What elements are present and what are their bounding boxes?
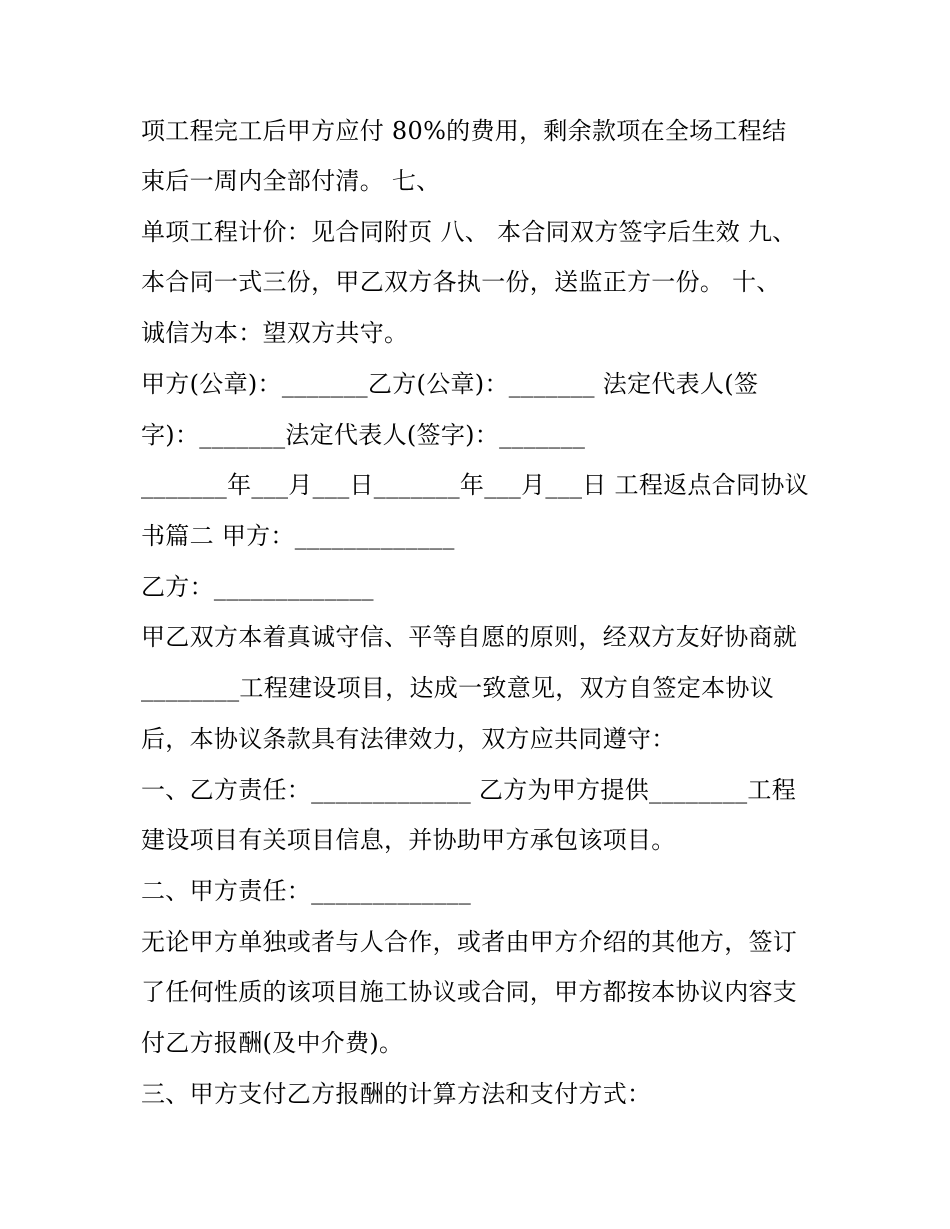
text-line: 本合同一式三份，甲乙双方各执一份，送监正方一份。 十、: [141, 268, 781, 296]
text-line: 书篇二 甲方：_____________: [141, 522, 455, 550]
text-line: 三、甲方支付乙方报酬的计算方法和支付方式：: [141, 1080, 652, 1108]
text-line: 诚信为本：望双方共守。: [141, 319, 409, 347]
text-line: 甲乙双方本着真诚守信、平等自愿的原则，经双方友好协商就: [141, 623, 798, 651]
text-line: _______年___月___日_______年___月___日 工程返点合同协议: [141, 471, 809, 499]
text-line: 单项工程计价：见合同附页 八、 本合同双方签字后生效 九、: [141, 218, 797, 246]
text-line: 甲方(公章)：_______乙方(公章)：_______ 法定代表人(签: [141, 370, 759, 398]
text-line: 束后一周内全部付清。 七、: [141, 167, 441, 195]
text-line: 字)：_______法定代表人(签字)：_______: [141, 421, 586, 449]
text-line: 无论甲方单独或者与人合作，或者由甲方介绍的其他方，签订: [141, 928, 798, 956]
text-line: 付乙方报酬(及中介费)。: [141, 1029, 404, 1057]
text-line: 一、乙方责任：_____________ 乙方为甲方提供________工程: [141, 776, 797, 804]
text-line: 项工程完工后甲方应付 80%的费用，剩余款项在全场工程结: [141, 117, 787, 145]
text-line: 乙方：_____________: [141, 573, 374, 601]
text-line: 了任何性质的该项目施工协议或合同，甲方都按本协议内容支: [141, 978, 798, 1006]
text-line: 后，本协议条款具有法律效力，双方应共同遵守：: [141, 725, 676, 753]
text-line: 二、甲方责任：_____________: [141, 877, 471, 905]
text-line: ________工程建设项目，达成一致意见，双方自签定本协议: [141, 674, 774, 702]
text-line: 建设项目有关项目信息，并协助甲方承包该项目。: [141, 826, 676, 854]
